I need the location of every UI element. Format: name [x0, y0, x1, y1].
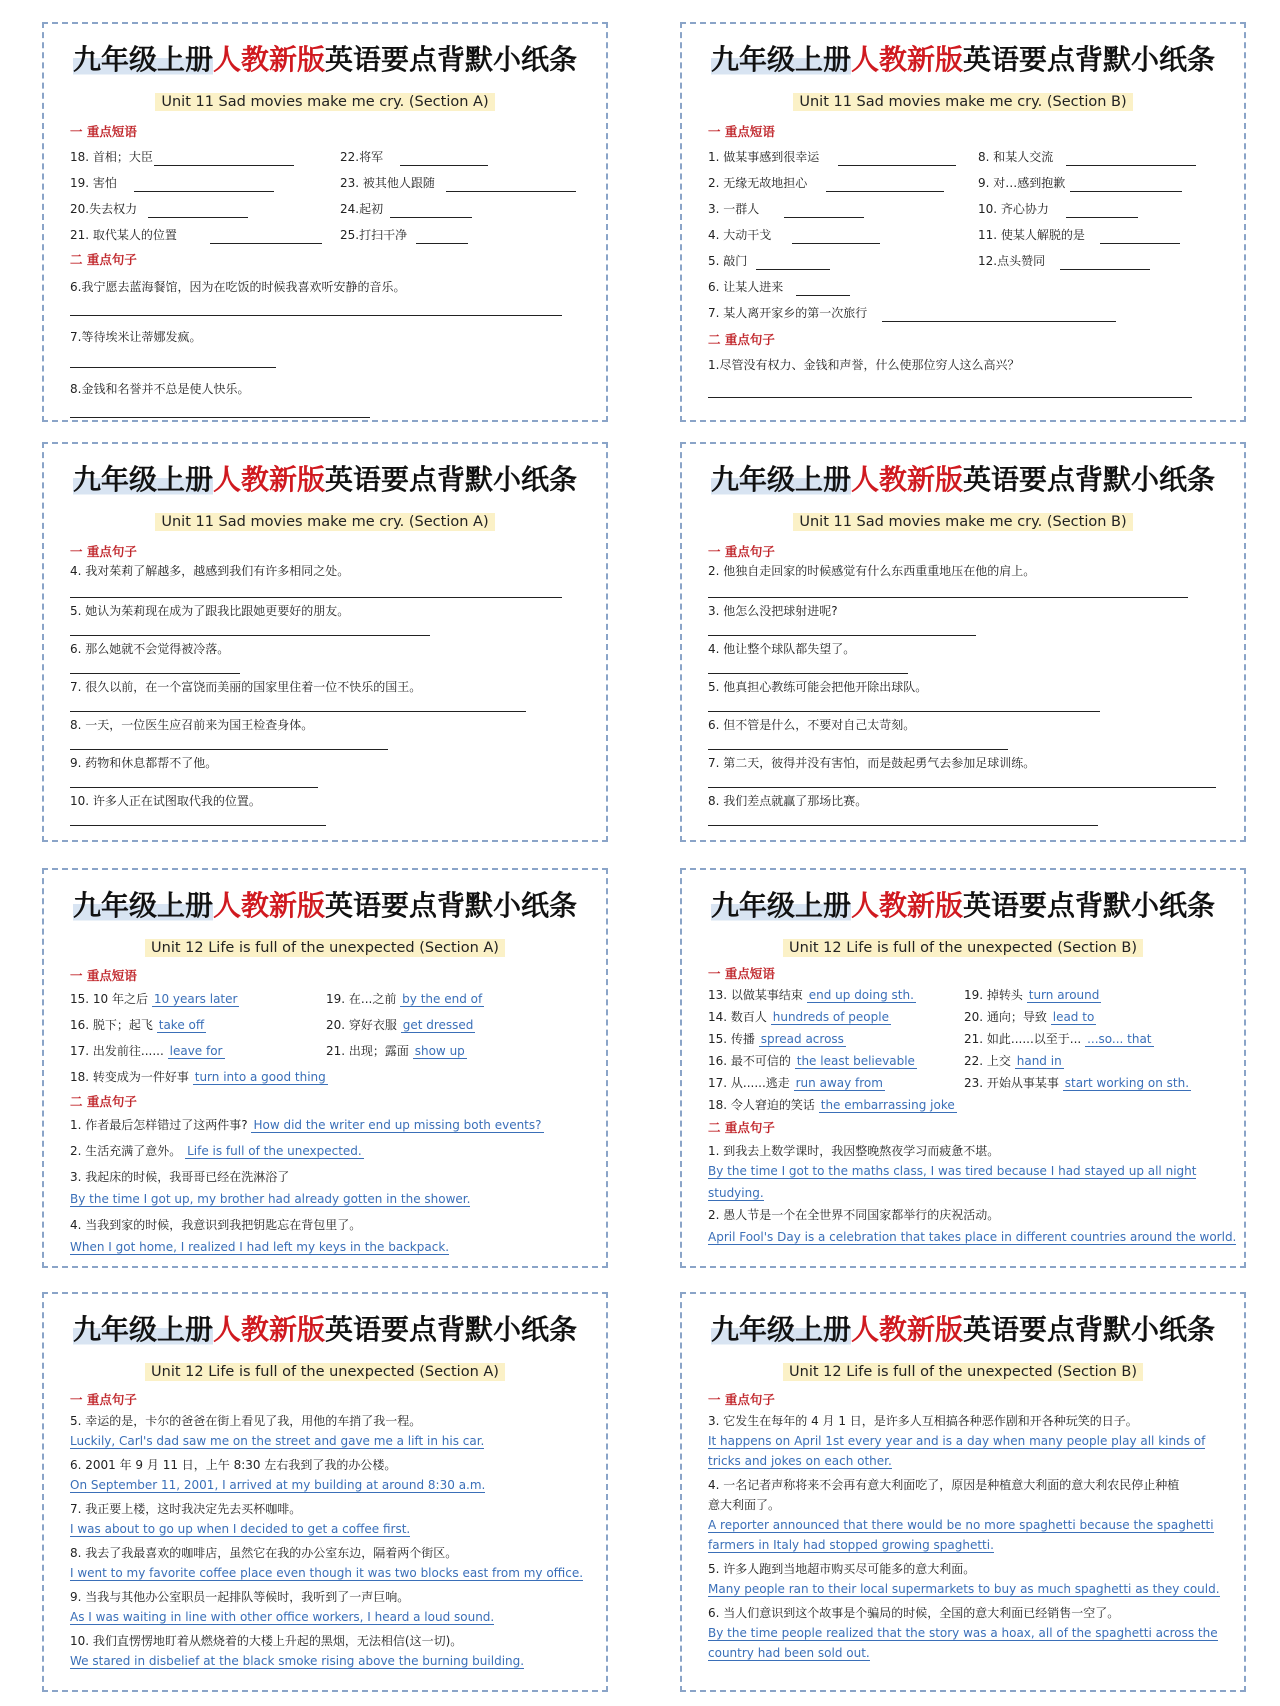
- sentence-item: 1. 到我去上数学课时，我因整晚熬夜学习而疲惫不堪。: [708, 1144, 1000, 1158]
- answer-blank[interactable]: [708, 634, 976, 636]
- sentence-answer: country had been sold out.: [708, 1646, 870, 1660]
- sentence-item: 5. 她认为茱莉现在成为了跟我比跟她更要好的朋友。: [70, 604, 350, 618]
- answer-blank[interactable]: [446, 190, 576, 192]
- answer-blank[interactable]: [708, 672, 908, 674]
- phrase-item: 19. 在...之前 by the end of: [326, 992, 483, 1006]
- card-subtitle: Unit 12 Life is full of the unexpected (Section A): [44, 1364, 606, 1380]
- phrase-item: 15. 10 年之后 10 years later: [70, 992, 238, 1006]
- sentence-answer: We stared in disbelief at the black smoke rising above the burning building.: [70, 1654, 525, 1668]
- sentence-answer: studying.: [708, 1186, 764, 1200]
- answer-blank[interactable]: [708, 786, 1216, 788]
- phrase-item: 4. 大动干戈: [708, 228, 772, 242]
- answer-blank[interactable]: [1100, 242, 1180, 244]
- card-title: 九年级上册人教新版英语要点背默小纸条: [710, 463, 1216, 496]
- sentence-item: 9. 药物和休息都帮不了他。: [70, 756, 218, 770]
- phrase-item: 7. 某人离开家乡的第一次旅行: [708, 306, 868, 320]
- sentence-answer: When I got home, I realized I had left my keys in the backpack.: [70, 1240, 450, 1254]
- answer-blank[interactable]: [134, 190, 274, 192]
- sentence-item: 8. 一天，一位医生应召前来为国王检查身体。: [70, 718, 314, 732]
- phrase-item: 22. 上交 hand in: [964, 1054, 1062, 1068]
- phrase-item: 15. 传播 spread across: [708, 1032, 844, 1046]
- section-heading: 一 重点句子: [70, 544, 137, 559]
- card-title: 九年级上册人教新版英语要点背默小纸条: [72, 463, 578, 496]
- answer-blank[interactable]: [708, 824, 1098, 826]
- sentence-answer: Luckily, Carl's dad saw me on the street and gave me a lift in his car.: [70, 1434, 485, 1448]
- phrase-item: 20.失去权力: [70, 202, 138, 216]
- sentence-item: 8.金钱和名誉并不总是使人快乐。: [70, 382, 250, 396]
- answer-blank[interactable]: [708, 396, 1192, 398]
- sentence-item: 7.等待埃米让蒂娜发疯。: [70, 330, 202, 344]
- sentence-answer: It happens on April 1st every year and is a day when many people play all kinds of: [708, 1434, 1206, 1448]
- section-heading: 一 重点句子: [708, 544, 775, 559]
- section-heading: 二 重点句子: [70, 252, 137, 267]
- answer-blank[interactable]: [70, 596, 562, 598]
- phrase-item: 20. 通向；导致 lead to: [964, 1010, 1095, 1024]
- phrase-item: 14. 数百人 hundreds of people: [708, 1010, 889, 1024]
- phrase-item: 16. 最不可信的 the least believable: [708, 1054, 915, 1068]
- card-u12-b-phrases: [680, 868, 1246, 1268]
- card-u12-a-phrases: [42, 868, 608, 1268]
- section-heading: 一 重点句子: [708, 1392, 775, 1407]
- phrase-item: 21. 如此......以至于... ...so... that: [964, 1032, 1152, 1046]
- phrase-item: 16. 脱下；起飞 take off: [70, 1018, 205, 1032]
- section-heading: 一 重点短语: [70, 968, 137, 983]
- answer-blank[interactable]: [210, 242, 322, 244]
- phrase-item: 11. 使某人解脱的是: [978, 228, 1085, 242]
- sentence-item: 5. 许多人跑到当地超市购买尽可能多的意大利面。: [708, 1562, 976, 1576]
- card-u11-b-sentences: [680, 442, 1246, 842]
- answer-blank[interactable]: [70, 416, 370, 418]
- answer-blank[interactable]: [756, 268, 830, 270]
- sentence-item: 8. 我们差点就赢了那场比赛。: [708, 794, 868, 808]
- sentence-item: 2. 愚人节是一个在全世界不同国家都举行的庆祝活动。: [708, 1208, 1000, 1222]
- sentence-answer: I went to my favorite coffee place even though it was two blocks east from my office.: [70, 1566, 584, 1580]
- answer-blank[interactable]: [796, 294, 850, 296]
- phrase-item: 23. 开始从事某事 start working on sth.: [964, 1076, 1190, 1090]
- phrase-item: 24.起初: [340, 202, 384, 216]
- sentence-item: 6. 那么她就不会觉得被冷落。: [70, 642, 230, 656]
- sentence-item: 6.我宁愿去蓝海餐馆，因为在吃饭的时候我喜欢听安静的音乐。: [70, 280, 406, 294]
- phrase-item: 2. 无缘无故地担心: [708, 176, 808, 190]
- card-subtitle: Unit 11 Sad movies make me cry. (Section A): [44, 94, 606, 110]
- section-heading: 一 重点短语: [708, 124, 775, 139]
- phrase-item: 8. 和某人交流: [978, 150, 1054, 164]
- answer-blank[interactable]: [838, 164, 956, 166]
- card-u11-a-sentences: [42, 442, 608, 842]
- sentence-answer: By the time people realized that the story was a hoax, all of the spaghetti across the: [708, 1626, 1218, 1640]
- card-u11-a-phrases: [42, 22, 608, 422]
- sentence-item: 6. 当人们意识到这个故事是个骗局的时候，全国的意大利面已经销售一空了。: [708, 1606, 1120, 1620]
- answer-blank[interactable]: [70, 672, 240, 674]
- card-u12-b-sentences: [680, 1292, 1246, 1692]
- card-title: 九年级上册人教新版英语要点背默小纸条: [72, 1313, 578, 1346]
- section-heading: 一 重点短语: [70, 124, 137, 139]
- section-heading: 一 重点句子: [70, 1392, 137, 1407]
- sentence-item: 5. 他真担心教练可能会把他开除出球队。: [708, 680, 928, 694]
- sentence-answer: tricks and jokes on each other.: [708, 1454, 892, 1468]
- answer-blank[interactable]: [70, 314, 562, 316]
- sentence-item: 7. 第二天，彼得并没有害怕，而是鼓起勇气去参加足球训练。: [708, 756, 1036, 770]
- card-title: 九年级上册人教新版英语要点背默小纸条: [710, 1313, 1216, 1346]
- phrase-item: 18. 令人窘迫的笑话 the embarrassing joke: [708, 1098, 955, 1112]
- phrase-item: 17. 从......逃走 run away from: [708, 1076, 883, 1090]
- card-title: 九年级上册人教新版英语要点背默小纸条: [72, 889, 578, 922]
- phrase-item: 9. 对…感到抱歉: [978, 176, 1066, 190]
- phrase-item: 22.将军: [340, 150, 384, 164]
- phrase-item: 19. 害怕: [70, 176, 117, 190]
- sentence-answer: A reporter announced that there would be no more spaghetti because the spaghetti: [708, 1518, 1214, 1532]
- phrase-item: 19. 掉转头 turn around: [964, 988, 1100, 1002]
- phrase-item: 6. 让某人进来: [708, 280, 784, 294]
- sentence-item: 3. 他怎么没把球射进呢?: [708, 604, 838, 618]
- answer-blank[interactable]: [708, 710, 1100, 712]
- sentence-item: 2. 生活充满了意外。 Life is full of the unexpected.: [70, 1144, 362, 1158]
- sentence-item: 6. 2001 年 9 月 11 日，上午 8:30 左右我到了我的办公楼。: [70, 1458, 397, 1472]
- answer-blank[interactable]: [148, 216, 248, 218]
- sentence-item: 10. 许多人正在试图取代我的位置。: [70, 794, 261, 808]
- sentence-item: 9. 当我与其他办公室职员一起排队等候时，我听到了一声巨响。: [70, 1590, 410, 1604]
- answer-blank[interactable]: [70, 634, 430, 636]
- sentence-item: 4. 我对茱莉了解越多，越感到我们有许多相同之处。: [70, 564, 350, 578]
- answer-blank[interactable]: [70, 748, 388, 750]
- sentence-item: 8. 我去了我最喜欢的咖啡店，虽然它在我的办公室东边，隔着两个街区。: [70, 1546, 458, 1560]
- card-u12-a-sentences: [42, 1292, 608, 1692]
- phrase-item: 21. 取代某人的位置: [70, 228, 177, 242]
- sentence-answer: I was about to go up when I decided to get a coffee first.: [70, 1522, 411, 1536]
- phrase-item: 3. 一群人: [708, 202, 760, 216]
- phrase-item: 20. 穿好衣服 get dressed: [326, 1018, 474, 1032]
- sentence-item: 2. 他独自走回家的时候感觉有什么东西重重地压在他的肩上。: [708, 564, 1036, 578]
- phrase-item: 18. 转变成为一件好事 turn into a good thing: [70, 1070, 326, 1084]
- section-heading: 一 重点短语: [708, 966, 775, 981]
- answer-blank[interactable]: [70, 824, 326, 826]
- sentence-item: 4. 一名记者声称将来不会再有意大利面吃了，原因是种植意大利面的意大利农民停止种植: [708, 1478, 1180, 1492]
- answer-blank[interactable]: [390, 216, 472, 218]
- phrase-item: 13. 以做某事结束 end up doing sth.: [708, 988, 914, 1002]
- answer-blank[interactable]: [400, 164, 488, 166]
- sentence-item: 10. 我们直愣愣地盯着从燃烧着的大楼上升起的黑烟，无法相信(这一切)。: [70, 1634, 463, 1648]
- sentence-item: 7. 我正要上楼，这时我决定先去买杯咖啡。: [70, 1502, 302, 1516]
- sentence-item: 1. 作者最后怎样错过了这两件事? How did the writer end up missing both events?: [70, 1118, 542, 1132]
- card-subtitle: Unit 12 Life is full of the unexpected (Section A): [44, 940, 606, 956]
- phrase-item: 21. 出现；露面 show up: [326, 1044, 465, 1058]
- answer-blank[interactable]: [708, 748, 1008, 750]
- answer-blank[interactable]: [826, 190, 944, 192]
- phrase-item: 17. 出发前往...... leave for: [70, 1044, 223, 1058]
- answer-blank[interactable]: [1070, 190, 1182, 192]
- sentence-answer: As I was waiting in line with other office workers, I heard a loud sound.: [70, 1610, 495, 1624]
- answer-blank[interactable]: [792, 242, 880, 244]
- phrase-item: 1. 做某事感到很幸运: [708, 150, 820, 164]
- section-heading: 二 重点句子: [708, 1120, 775, 1135]
- sentence-item: 4. 他让整个球队都失望了。: [708, 642, 856, 656]
- phrase-item: 23. 被其他人跟随: [340, 176, 435, 190]
- sentence-answer: farmers in Italy had stopped growing spaghetti.: [708, 1538, 994, 1552]
- sentence-item: 3. 它发生在每年的 4 月 1 日，是许多人互相搞各种恶作剧和开各种玩笑的日子。: [708, 1414, 1138, 1428]
- sentence-item: 意大利面了。: [708, 1498, 781, 1512]
- card-title: 九年级上册人教新版英语要点背默小纸条: [710, 43, 1216, 76]
- sentence-answer: On September 11, 2001, I arrived at my building at around 8:30 a.m.: [70, 1478, 486, 1492]
- answer-blank[interactable]: [70, 710, 526, 712]
- sentence-answer: April Fool's Day is a celebration that takes place in different countries around the world.: [708, 1230, 1237, 1244]
- phrase-item: 5. 敲门: [708, 254, 748, 268]
- answer-blank[interactable]: [416, 242, 468, 244]
- answer-blank[interactable]: [1066, 164, 1196, 166]
- sentence-item: 6. 但不管是什么，不要对自己太苛刻。: [708, 718, 916, 732]
- sentence-item: 5. 幸运的是，卡尔的爸爸在街上看见了我，用他的车捎了我一程。: [70, 1414, 422, 1428]
- phrase-item: 18. 首相；大臣: [70, 150, 153, 164]
- answer-blank[interactable]: [1060, 268, 1150, 270]
- card-subtitle: Unit 12 Life is full of the unexpected (Section B): [682, 940, 1244, 956]
- card-subtitle: Unit 12 Life is full of the unexpected (Section B): [682, 1364, 1244, 1380]
- section-heading: 二 重点句子: [70, 1094, 137, 1109]
- card-subtitle: Unit 11 Sad movies make me cry. (Section B): [682, 94, 1244, 110]
- sentence-answer: By the time I got up, my brother had already gotten in the shower.: [70, 1192, 471, 1206]
- card-subtitle: Unit 11 Sad movies make me cry. (Section B): [682, 514, 1244, 530]
- answer-blank[interactable]: [154, 164, 294, 166]
- phrase-item: 25.打扫干净: [340, 228, 408, 242]
- phrase-item: 10. 齐心协力: [978, 202, 1049, 216]
- sentence-item: 1.尽管没有权力、金钱和声誉，什么使那位穷人这么高兴？: [708, 358, 1020, 372]
- answer-blank[interactable]: [882, 320, 1116, 322]
- sentence-item: 7. 很久以前，在一个富饶而美丽的国家里住着一位不快乐的国王。: [70, 680, 422, 694]
- answer-blank[interactable]: [784, 216, 864, 218]
- answer-blank[interactable]: [70, 366, 276, 368]
- card-u11-b-phrases: [680, 22, 1246, 422]
- phrase-item: 12.点头赞同: [978, 254, 1046, 268]
- card-title: 九年级上册人教新版英语要点背默小纸条: [72, 43, 578, 76]
- sentence-item: 4. 当我到家的时候，我意识到我把钥匙忘在背包里了。: [70, 1218, 362, 1232]
- sentence-answer: Many people ran to their local supermarkets to buy as much spaghetti as they could.: [708, 1582, 1220, 1596]
- answer-blank[interactable]: [708, 596, 1188, 598]
- sentence-item: 3. 我起床的时候，我哥哥已经在洗淋浴了: [70, 1170, 290, 1184]
- section-heading: 二 重点句子: [708, 332, 775, 347]
- card-title: 九年级上册人教新版英语要点背默小纸条: [710, 889, 1216, 922]
- answer-blank[interactable]: [1066, 216, 1138, 218]
- card-subtitle: Unit 11 Sad movies make me cry. (Section A): [44, 514, 606, 530]
- answer-blank[interactable]: [70, 786, 318, 788]
- sentence-answer: By the time I got to the maths class, I was tired because I had stayed up all night: [708, 1164, 1197, 1178]
